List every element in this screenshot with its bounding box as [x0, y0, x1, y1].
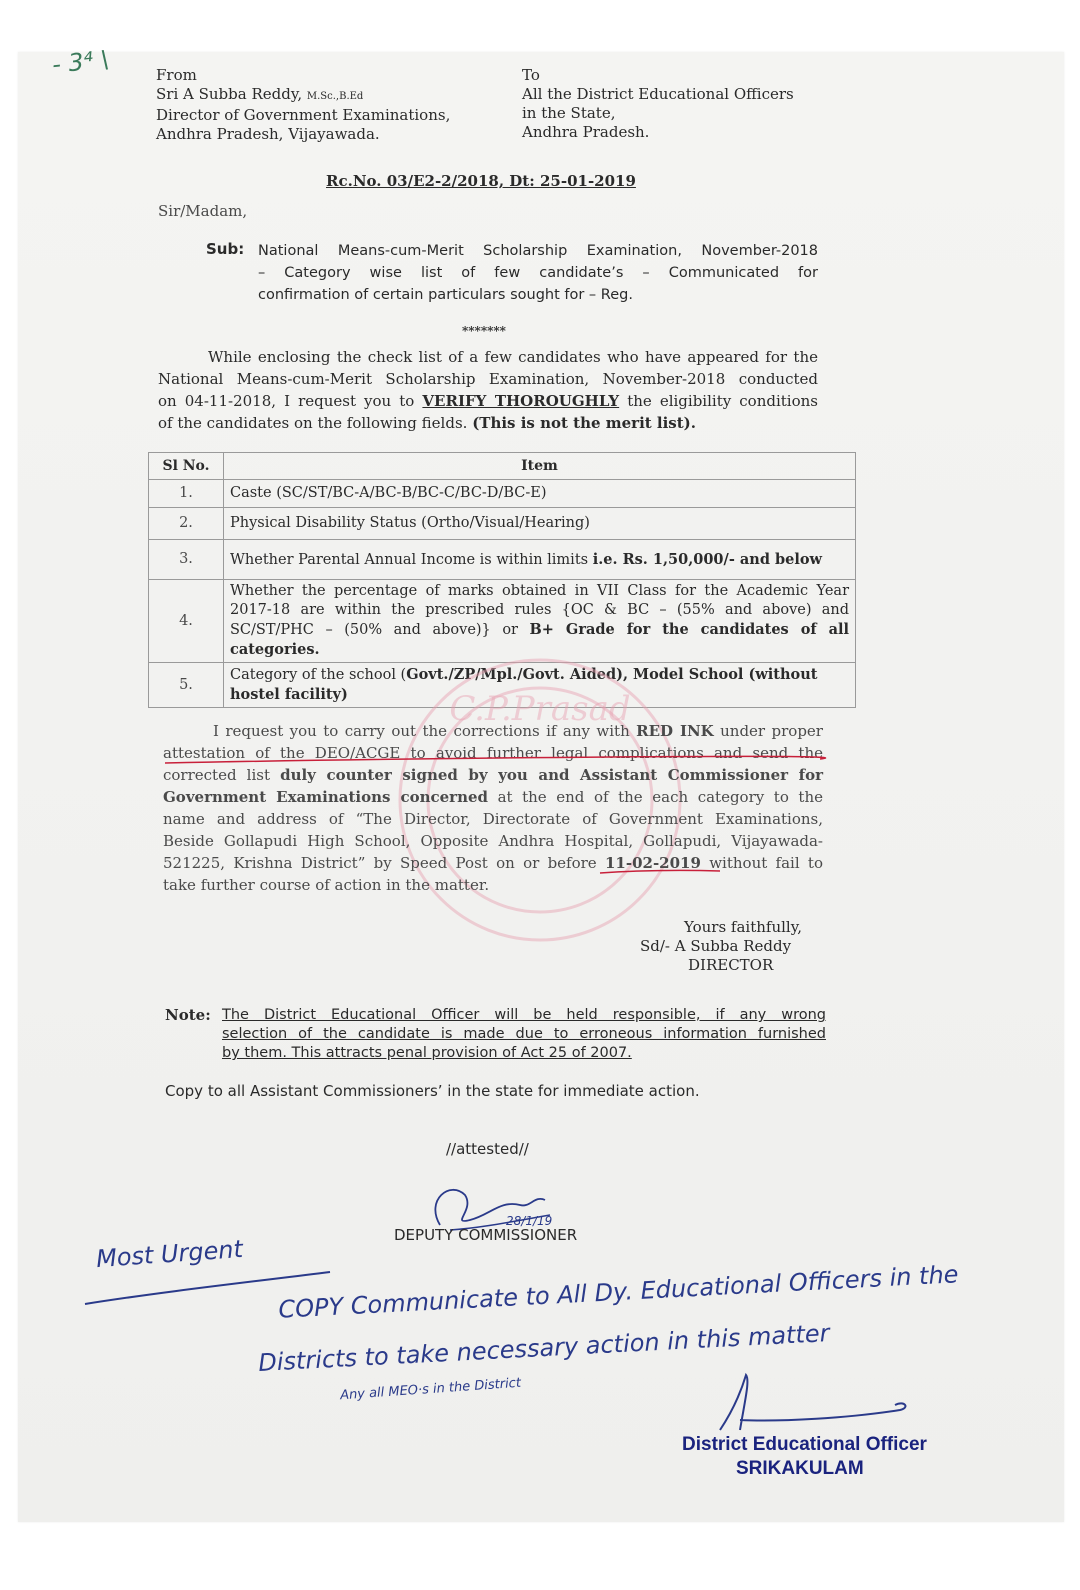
header-item: Item: [224, 453, 856, 480]
row-item: Physical Disability Status (Ortho/Visual/Hearing): [224, 508, 856, 540]
to-line-3: Andhra Pradesh.: [522, 123, 650, 141]
row-number: 2.: [149, 508, 224, 540]
handwritten-instruction-line-2: Districts to take necessary action in this matter: [257, 1319, 831, 1377]
handwritten-urgent: Most Urgent: [95, 1234, 244, 1274]
copy-to-line: Copy to all Assistant Commissioners’ in the state for immediate action.: [165, 1082, 700, 1100]
row-number: 3.: [149, 540, 224, 580]
row-item: Whether the percentage of marks obtained in VII Class for the Academic Year 2017-18 are within the prescribed rules {OC & BC – (55% and above) and SC/ST/PHC – (50% and above)} or B+ Grade for the candidates of all categories.: [224, 580, 856, 663]
signoff-name: Sd/- A Subba Reddy: [640, 937, 792, 955]
red-ink-emphasis: RED INK: [636, 722, 714, 740]
header-sl-no: Sl No.: [149, 453, 224, 480]
table-row: [149, 540, 856, 580]
table-row: [149, 480, 856, 508]
subject-text: National Means-cum-Merit Scholarship Examination, November-2018 – Category wise list of few candidate’s – Communicated for confirmation of certain particulars sought for – Reg.: [258, 243, 818, 303]
to-block: [522, 66, 842, 142]
note-text: The District Educational Officer will be held responsible, if any wrong selection of the candidate is made due to erroneous information furnished by them. This attracts penal provision of Act 25 of 2007.: [222, 1007, 826, 1061]
handwritten-instruction-line-3: Any all MEO·s in the District: [339, 1375, 522, 1404]
watermark-text: C.P.Prasad: [449, 689, 631, 729]
stamp-title: District Educational Officer: [682, 1434, 927, 1455]
table-header-row: [149, 453, 856, 480]
to-line-2: in the State,: [522, 104, 616, 122]
from-label: From: [156, 66, 197, 84]
signature-date: 28/1/19: [506, 1214, 553, 1228]
from-designation: Director of Government Examinations,: [156, 106, 451, 124]
salutation: Sir/Madam,: [158, 202, 248, 220]
attested-line: //attested//: [446, 1140, 529, 1158]
to-label: To: [522, 66, 540, 84]
signoff-block: [640, 918, 802, 975]
row-item: Whether Parental Annual Income is within limits i.e. Rs. 1,50,000/- and below: [224, 540, 856, 580]
deadline-date: 11-02-2019: [604, 854, 701, 872]
table-row: [149, 508, 856, 540]
red-ink-underlines: [160, 735, 830, 885]
subject-label: Sub:: [206, 240, 245, 258]
from-name: Sri A Subba Reddy, M.Sc.,B.Ed: [156, 85, 364, 103]
signoff-closing: Yours faithfully,: [684, 918, 802, 936]
reference-number: Rc.No. 03/E2-2/2018, Dt: 25-01-2019: [326, 172, 636, 190]
paragraph-instructions: I request you to carry out the corrections if any with RED INK under proper attestation of the DEO/ACGE to avoid further legal complications and send the corrected list duly counter signed by you and Assistant Commissioner for Government Examinations concerned at the end of the each category to the name and address of “The Director, Directorate of Government Examinations, Beside Gollapudi High School, Opposite Andhra Hospital, Gollapudi, Vijayawada- 521225, Krishna District” by Speed Post on or before 11-02-2019 without fail to take further course of action in the matter.: [163, 722, 823, 894]
row-number: 4.: [149, 580, 224, 663]
row-item: Category of the school (Govt./ZP/Mpl./Govt. Aided), Model School (without hostel facility): [224, 663, 856, 708]
paragraph-intro: While enclosing the check list of a few candidates who have appeared for the National Means-cum-Merit Scholarship Examination, November-2018 conducted on 04-11-2018, I request you to VERIFY THOROUGHLY the eligibility conditions of the candidates on the following fields. (This is not the merit list).: [158, 348, 818, 432]
deputy-commissioner-label: DEPUTY COMMISSIONER: [394, 1226, 578, 1244]
separator-stars: *******: [462, 324, 506, 338]
row-number: 5.: [149, 663, 224, 708]
row-item: Caste (SC/ST/BC-A/BC-B/BC-C/BC-D/BC-E): [224, 480, 856, 508]
stamp-location: SRIKAKULAM: [736, 1458, 864, 1479]
handwritten-instruction-line-1: COPY Communicate to All Dy. Educational Officers in the: [277, 1260, 960, 1324]
from-block: [156, 66, 496, 144]
row-number: 1.: [149, 480, 224, 508]
corner-handwritten-mark: - 3⁴ \: [50, 45, 111, 79]
note-label: Note:: [165, 1006, 211, 1024]
from-location: Andhra Pradesh, Vijayawada.: [156, 125, 380, 143]
to-line-1: All the District Educational Officers: [522, 85, 794, 103]
verify-thoroughly-emphasis: VERIFY THOROUGHLY: [422, 392, 620, 410]
signoff-title: DIRECTOR: [688, 956, 774, 974]
